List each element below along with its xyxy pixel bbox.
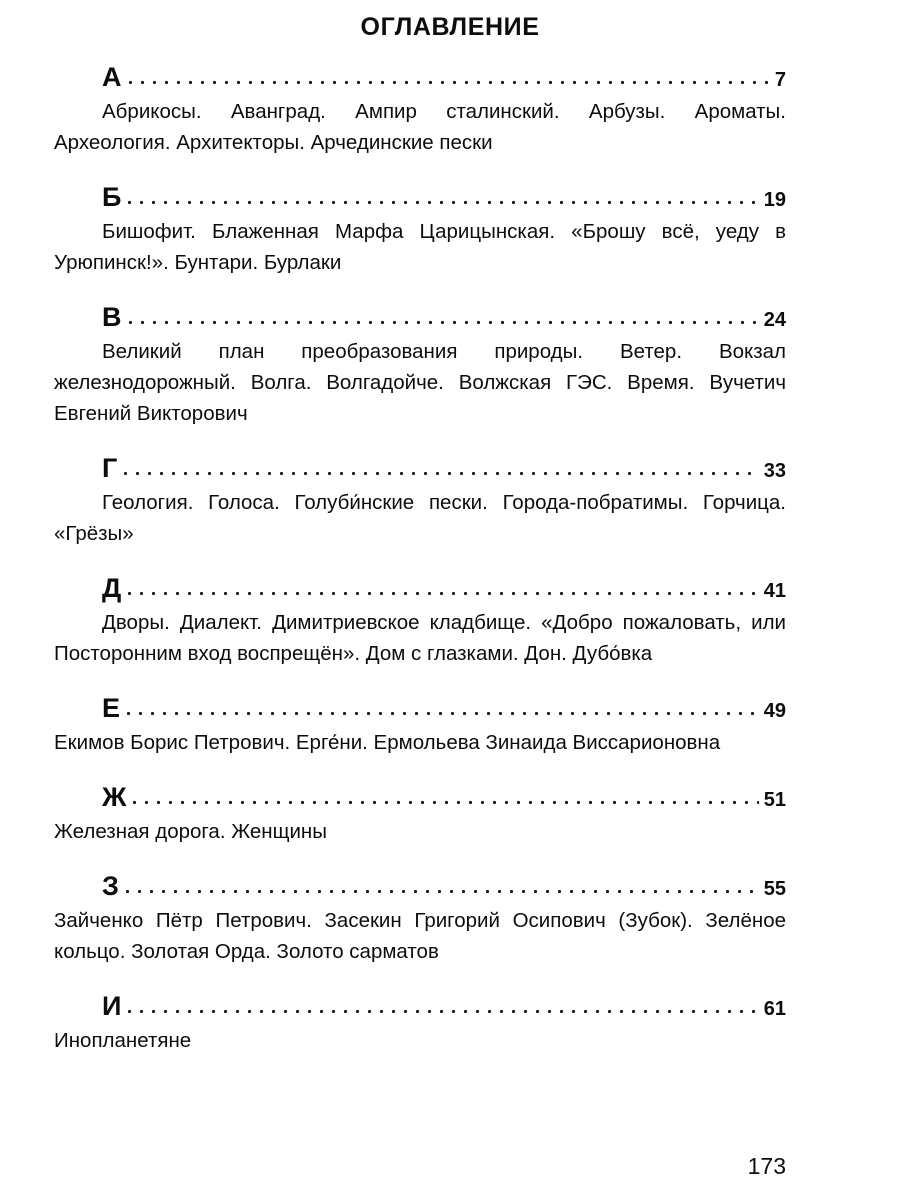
section-page-number: 19: [763, 189, 786, 211]
toc-section-header[interactable]: [54, 302, 786, 336]
toc-section-header[interactable]: [54, 182, 786, 216]
section-letter: Г: [102, 453, 118, 483]
section-page-number: 7: [774, 69, 786, 91]
section-letter: Д: [102, 573, 122, 603]
section-entries: Геология. Голоса. Голуби́нские пески. Города-побратимы. Горчица. «Грёзы»: [54, 491, 786, 545]
section-entries: Великий план преобразования природы. Ветер. Вокзал железнодорожный. Волга. Волгадойче. Волжская ГЭС. Время. Вучетич Евгений Викторович: [54, 340, 786, 425]
section-entries: Зайченко Пётр Петрович. Засекин Григорий Осипович (Зубок). Зелёное кольцо. Золотая Орда. Золото сарматов: [54, 909, 786, 963]
toc-section-header[interactable]: [54, 573, 786, 607]
section-letter: Ж: [102, 782, 127, 812]
section-letter: Б: [102, 182, 122, 212]
dot-leader: [129, 72, 770, 86]
dot-leader: [128, 583, 759, 597]
dot-leader: [133, 792, 758, 806]
section-letter: Е: [102, 693, 121, 723]
section-letter: И: [102, 991, 122, 1021]
section-page-number: 24: [763, 309, 786, 331]
section-entries: Железная дорога. Женщины: [54, 820, 327, 843]
toc-section-header[interactable]: [54, 782, 786, 816]
section-page-number: 49: [763, 700, 786, 722]
toc-section: [54, 782, 786, 847]
section-letter: З: [102, 871, 119, 901]
toc-section: [54, 871, 786, 967]
dot-leader: [127, 703, 759, 717]
toc-section: [54, 302, 786, 429]
section-letter: В: [102, 302, 122, 332]
dot-leader: [124, 463, 758, 477]
page-title: ОГЛАВЛЕНИЕ: [360, 13, 540, 41]
toc-section: [54, 453, 786, 549]
dot-leader: [128, 1001, 758, 1015]
toc-section-header[interactable]: [54, 871, 786, 905]
section-entries: Дворы. Диалект. Димитриевское кладбище. «Добро пожаловать, или Посторонним вход воспрещён». Дом с глазками. Дон. Дубо́вка: [54, 611, 786, 665]
section-page-number: 55: [763, 878, 786, 900]
section-page-number: 61: [763, 998, 786, 1020]
toc-section-header[interactable]: [54, 62, 786, 96]
toc-section: [54, 573, 786, 669]
toc-section-header[interactable]: [54, 693, 786, 727]
toc-section-header[interactable]: [54, 453, 786, 487]
section-entries: Екимов Борис Петрович. Ерге́ни. Ермольева Зинаида Виссарионовна: [54, 731, 721, 754]
toc-section-header[interactable]: [54, 991, 786, 1025]
toc-section: [54, 991, 786, 1056]
table-of-contents: [54, 62, 786, 1056]
section-letter: А: [102, 62, 122, 92]
section-page-number: 41: [763, 580, 786, 602]
section-entries: Абрикосы. Аванград. Ампир сталинский. Арбузы. Ароматы. Археология. Архитекторы. Арчединские пески: [54, 100, 786, 154]
section-entries: Инопланетяне: [54, 1029, 192, 1052]
dot-leader: [128, 192, 758, 206]
toc-section: [54, 62, 786, 158]
dot-leader: [126, 881, 759, 895]
section-page-number: 51: [763, 789, 786, 811]
dot-leader: [129, 312, 759, 326]
page-number-folio: 173: [747, 1153, 786, 1179]
section-entries: Бишофит. Блаженная Марфа Царицынская. «Брошу всё, уеду в Урюпинск!». Бунтари. Бурлаки: [54, 220, 786, 274]
toc-section: [54, 693, 786, 758]
section-page-number: 33: [763, 460, 786, 482]
toc-section: [54, 182, 786, 278]
